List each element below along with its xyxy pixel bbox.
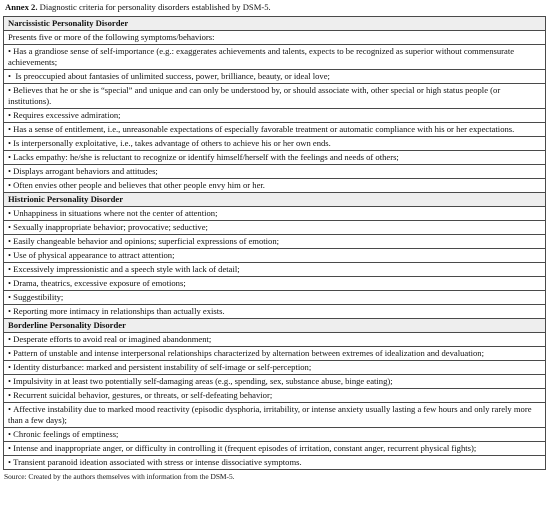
criterion-item-row (4, 123, 546, 137)
section-title-row (4, 319, 546, 333)
criterion-item-row (4, 137, 546, 151)
criterion-item-row (4, 403, 546, 428)
caption-label: Annex 2. (5, 2, 38, 12)
caption-text: Diagnostic criteria for personality disorders established by DSM-5. (39, 2, 271, 12)
criterion-item-row (4, 249, 546, 263)
criteria-table (3, 16, 546, 470)
criterion-item-row (4, 179, 546, 193)
criterion-item: • Affective instability due to marked mood reactivity (episodic dysphoria, irritability, or intense anxiety usually lasting a few hours and only rarely more than a few days); (4, 403, 546, 428)
criterion-item-row (4, 221, 546, 235)
criterion-item: • Unhappiness in situations where not the center of attention; (4, 207, 546, 221)
section-title-row (4, 17, 546, 31)
criterion-item-row (4, 165, 546, 179)
criterion-item-row (4, 263, 546, 277)
section-title-row (4, 193, 546, 207)
criterion-item: • Is preoccupied about fantasies of unlimited success, power, brilliance, beauty, or ideal love; (4, 70, 546, 84)
criterion-item-row (4, 361, 546, 375)
criterion-item: • Intense and inappropriate anger, or difficulty in controlling it (frequent episodes of irritation, constant anger, recurrent physical fights); (4, 442, 546, 456)
criteria-table-body (4, 17, 546, 470)
section-title: Narcissistic Personality Disorder (4, 17, 546, 31)
criterion-item: • Impulsivity in at least two potentially self-damaging areas (e.g., spending, sex, substance abuse, binge eating); (4, 375, 546, 389)
criterion-item: • Sexually inappropriate behavior; provocative; seductive; (4, 221, 546, 235)
criterion-item: • Reporting more intimacy in relationships than actually exists. (4, 305, 546, 319)
criterion-item: • Has a sense of entitlement, i.e., unreasonable expectations of especially favorable treatment or automatic compliance with his or her expectations. (4, 123, 546, 137)
criterion-item-row (4, 305, 546, 319)
criterion-item-row (4, 151, 546, 165)
criterion-item: • Lacks empathy: he/she is reluctant to recognize or identify himself/herself with the feelings and needs of others; (4, 151, 546, 165)
section-intro: Presents five or more of the following symptoms/behaviors: (4, 31, 546, 45)
criterion-item: • Is interpersonally exploitative, i.e., takes advantage of others to achieve his or her own ends. (4, 137, 546, 151)
criterion-item: • Drama, theatrics, excessive exposure of emotions; (4, 277, 546, 291)
criterion-item-row (4, 207, 546, 221)
criterion-item-row (4, 375, 546, 389)
criterion-item: • Pattern of unstable and intense interpersonal relationships characterized by alternation between extremes of idealization and devaluation; (4, 347, 546, 361)
section-intro-row (4, 31, 546, 45)
table-caption (5, 2, 547, 13)
criterion-item: • Desperate efforts to avoid real or imagined abandonment; (4, 333, 546, 347)
criterion-item: • Displays arrogant behaviors and attitudes; (4, 165, 546, 179)
criterion-item-row (4, 456, 546, 470)
criterion-item-row (4, 333, 546, 347)
criterion-item: • Has a grandiose sense of self-importance (e.g.: exaggerates achievements and talents, expects to be recognized as superior without commensurate achievements; (4, 45, 546, 70)
criterion-item-row (4, 70, 546, 84)
section-title: Borderline Personality Disorder (4, 319, 546, 333)
criterion-item: • Recurrent suicidal behavior, gestures, or threats, or self-defeating behavior; (4, 389, 546, 403)
criterion-item: • Believes that he or she is “special” and unique and can only be understood by, or should associate with, other special or high status people (or institutions). (4, 84, 546, 109)
criterion-item-row (4, 277, 546, 291)
criterion-item-row (4, 442, 546, 456)
criterion-item: • Easily changeable behavior and opinions; superficial expressions of emotion; (4, 235, 546, 249)
criterion-item: • Requires excessive admiration; (4, 109, 546, 123)
criterion-item-row (4, 45, 546, 70)
section-title: Histrionic Personality Disorder (4, 193, 546, 207)
criterion-item-row (4, 389, 546, 403)
criterion-item-row (4, 428, 546, 442)
criterion-item: • Suggestibility; (4, 291, 546, 305)
source-note: Source: Created by the authors themselves with information from the DSM-5. (4, 472, 235, 481)
criterion-item: • Use of physical appearance to attract attention; (4, 249, 546, 263)
criterion-item: • Chronic feelings of emptiness; (4, 428, 546, 442)
criterion-item-row (4, 84, 546, 109)
criterion-item: • Often envies other people and believes that other people envy him or her. (4, 179, 546, 193)
criterion-item-row (4, 291, 546, 305)
criterion-item-row (4, 235, 546, 249)
criterion-item-row (4, 109, 546, 123)
criterion-item: • Excessively impressionistic and a speech style with lack of detail; (4, 263, 546, 277)
criterion-item-row (4, 347, 546, 361)
criterion-item: • Transient paranoid ideation associated with stress or intense dissociative symptoms. (4, 456, 546, 470)
criterion-item: • Identity disturbance: marked and persistent instability of self-image or self-perception; (4, 361, 546, 375)
